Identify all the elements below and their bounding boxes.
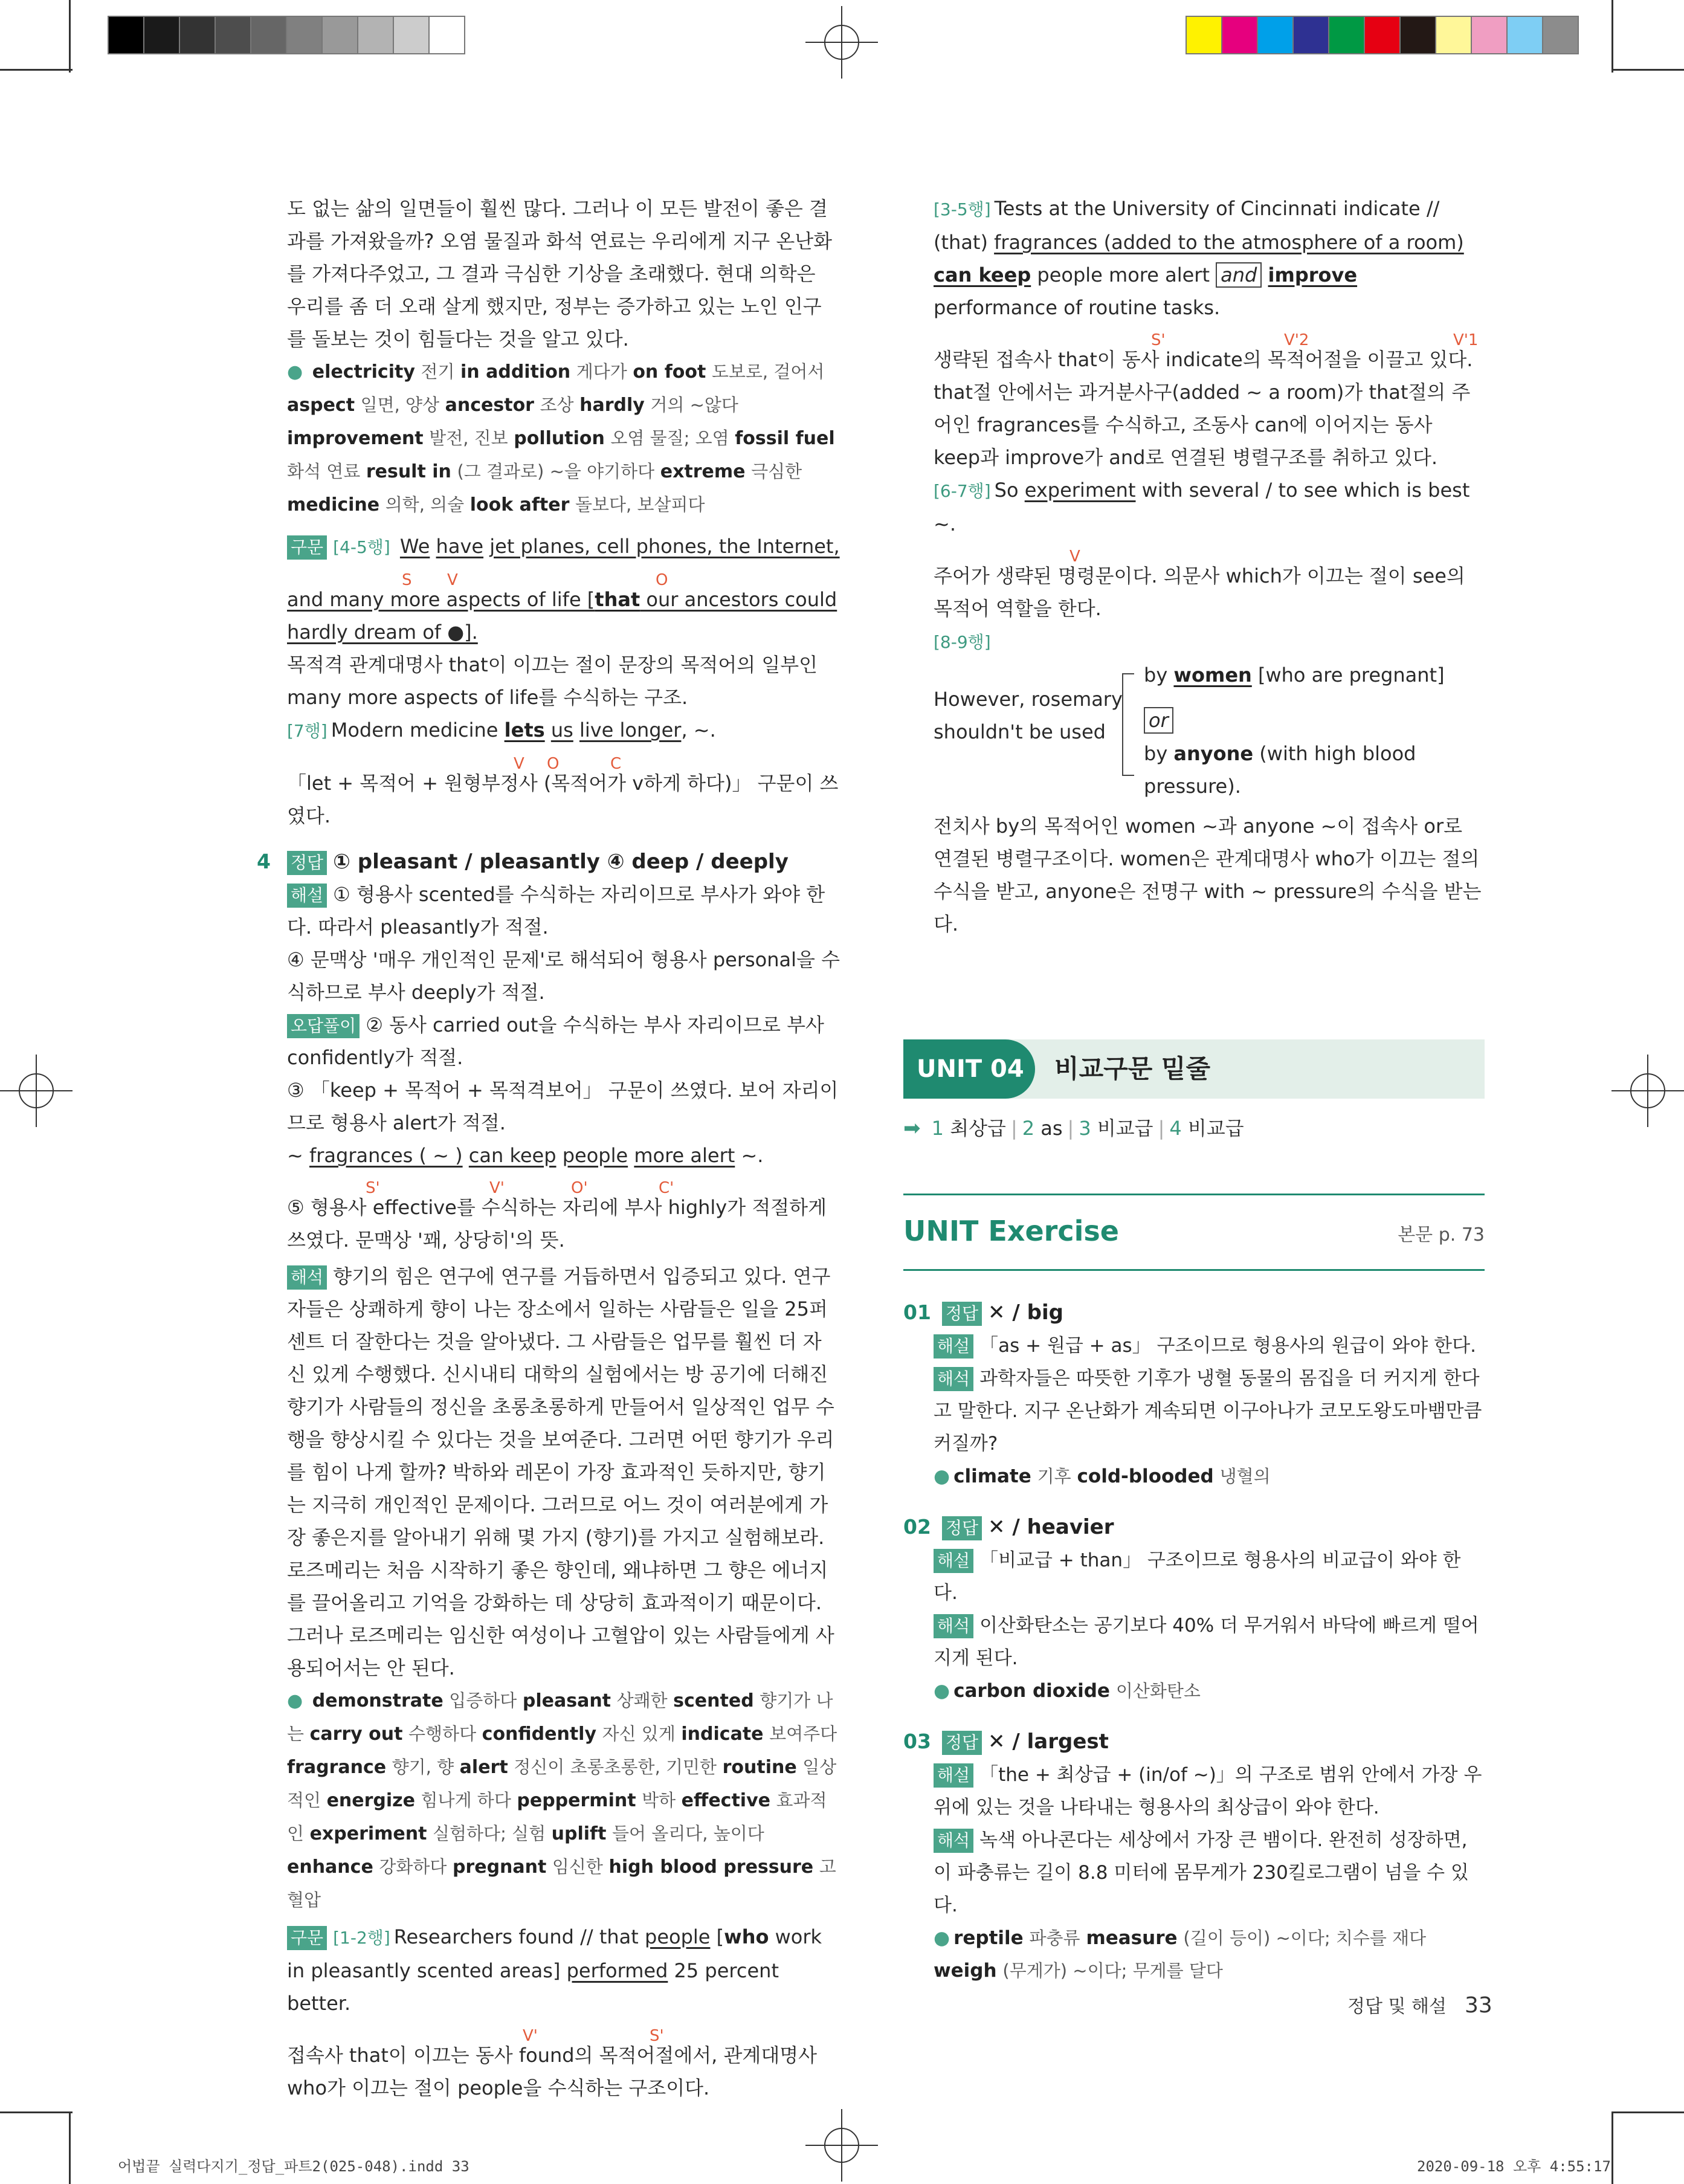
vocab-gloss: 일면, 양상 [360, 395, 440, 415]
mark-v2: V'2 [1284, 331, 1309, 349]
q4-frag [287, 1139, 840, 1172]
frag-4 [556, 1144, 563, 1167]
vocab-term: electricity [312, 361, 415, 383]
exercise-list [903, 1296, 1485, 2005]
q4-translation [287, 1260, 840, 1684]
vocab-term: result in [366, 461, 451, 482]
vocab-gloss: 자신 있게 [602, 1724, 676, 1744]
crop-mark [1611, 2111, 1684, 2113]
unit-nav-number: 4 [1169, 1117, 1182, 1140]
arrow-right-icon: ➡ [903, 1116, 921, 1140]
registration-mark-left [0, 1055, 73, 1127]
vocab-term: carbon dioxide [953, 1680, 1110, 1702]
vocab-gloss: 보여주다 [769, 1724, 837, 1744]
page-number: 33 [1464, 1993, 1492, 2018]
mark-s: S' [1151, 331, 1166, 349]
bullet-icon: ● [287, 361, 303, 383]
vocab-term: routine [722, 1757, 797, 1778]
vocab-term: carry out [309, 1724, 403, 1745]
crop-mark [0, 2111, 73, 2113]
mark-o: O [547, 755, 560, 773]
r3-by2: by [1144, 742, 1174, 765]
exercise-answer-line [903, 1511, 1485, 1544]
r2 [934, 474, 1485, 540]
s1-part-e: our ancestors could hardly dream of ●]. [287, 588, 837, 644]
exercise-explanation-text: 「the + 최상급 + (in/of ~)」의 구조로 범위 안에서 가장 우위에 있는 것을 나타내는 형용사의 최상급이 와야 한다. [934, 1764, 1482, 1818]
unit-nav-label[interactable]: as [1040, 1117, 1063, 1140]
slug-right: 2020-09-18 오후 4:55:17 [1417, 2158, 1611, 2175]
vocab-list-1 [287, 355, 840, 522]
mark-v: V [514, 755, 524, 773]
vocab-gloss: (그 결과로) ~을 야기하다 [457, 461, 655, 482]
vocab-gloss: 파충류 [1029, 1928, 1080, 1948]
q4-answer [257, 845, 840, 878]
vocab-term: indicate [681, 1724, 764, 1745]
q4-o3: ⑤ 형용사 effective를 수식하는 자리에 부사 highly가 적절하게 쓰였다. 문맥상 '꽤, 상당히'의 뜻. [287, 1196, 827, 1252]
nav-separator: | [1010, 1117, 1018, 1140]
q4-o2: ③ 「keep + 목적어 + 목적격보어」 구문이 쓰였다. 보어 자리이므로 형용사 alert가 적절. [287, 1079, 839, 1134]
exercise-explanation [903, 1544, 1485, 1609]
explanation-label: 해설 [287, 884, 327, 908]
slug-left: 어법끝 실력다지기_정답_파트2(025-048).indd 33 [118, 2158, 469, 2175]
translation-label: 해석 [934, 1614, 973, 1638]
color-swatch [1506, 16, 1543, 54]
r3-diagram [934, 659, 1485, 798]
exercise-translation-text: 과학자들은 따뜻한 기후가 냉혈 동물의 몸집을 더 커지게 한다고 말한다. 지구 온난화가 계속되면 이구아나가 코모도왕도마뱀만큼 커질까? [934, 1368, 1482, 1455]
gray-swatch-bar [108, 16, 464, 54]
vocab-list-2 [287, 1684, 840, 1917]
gumun-label: 구문 [287, 535, 327, 560]
vocab-term: aspect [287, 395, 355, 416]
unit-nav-label[interactable]: 비교급 [1187, 1117, 1244, 1140]
vocab-gloss: 실험하다; 실험 [433, 1823, 546, 1844]
r1-a: Tests at the University of Cincinnati indicate // (that) [934, 197, 1440, 254]
crop-mark [0, 69, 73, 71]
mark-o: O' [571, 1179, 588, 1197]
crop-mark [1611, 69, 1684, 71]
vocab-gloss: 수행하다 [408, 1724, 477, 1744]
answer-label: 정답 [942, 1731, 982, 1755]
q4-h1: ① 형용사 scented를 수식하는 자리이므로 부사가 와야 한다. 따라서 pleasantly가 적절. [287, 883, 825, 939]
vocab-term: peppermint [517, 1790, 636, 1811]
vocab-gloss: 조상 [540, 395, 574, 415]
object-list: jet planes, cell phones, the Internet, [489, 535, 840, 558]
unit-nav-items [932, 1117, 1244, 1140]
explanation-label: 해설 [934, 1334, 973, 1359]
vocab-gloss: 향기가 나는 [287, 1690, 833, 1744]
unit-nav-label[interactable]: 비교급 [1097, 1117, 1153, 1140]
exercise-item [903, 1296, 1485, 1493]
q4-frag-marks [287, 1172, 840, 1197]
s1-that: that [595, 588, 640, 611]
s1-explanation: 목적격 관계대명사 that이 이끄는 절이 문장의 목적어의 일부인 many more aspects of life를 수식하는 구조. [287, 653, 818, 709]
exercise-answer: ✕ / largest [988, 1730, 1109, 1754]
vocab-term: energize [326, 1790, 415, 1811]
line-ref: [3-5행] [934, 199, 991, 219]
vocab-gloss: (무게가) ~이다; 무게를 달다 [1002, 1960, 1223, 1981]
r3-ref [934, 625, 1485, 659]
r1-and-box: and [1216, 262, 1262, 288]
color-swatch [428, 16, 465, 54]
vocab-term: look after [469, 494, 570, 515]
vocab-gloss: 힘나게 하다 [421, 1790, 511, 1811]
translation-label: 해석 [287, 1265, 327, 1290]
vocab-term: reptile [953, 1927, 1024, 1949]
unit-title: 비교구문 밑줄 [1054, 1054, 1211, 1084]
explanation-label: 해설 [934, 1549, 973, 1573]
mark-v: V' [523, 2027, 538, 2045]
mark-o: O [656, 571, 668, 589]
color-swatch [1399, 16, 1436, 54]
r3-by1: by [1144, 664, 1174, 687]
question-number: 4 [257, 850, 271, 873]
s3-marks [287, 2020, 840, 2045]
color-swatch [215, 16, 251, 54]
exercise-item [903, 1725, 1485, 1987]
crop-mark [69, 2111, 71, 2184]
right-column [934, 192, 1485, 940]
r3-left: However, rosemary shouldn't be used [934, 688, 1123, 743]
s3-d: 25 percent better. [287, 1959, 779, 2015]
color-swatch [1257, 16, 1294, 54]
vocab-term: alert [459, 1757, 508, 1778]
s3-who: who [724, 1925, 769, 1948]
s3-people: people [645, 1925, 711, 1948]
vocab-term: pregnant [452, 1856, 547, 1878]
vocab-term: confidently [482, 1724, 597, 1745]
s3-explanation: 접속사 that이 이끄는 동사 found의 목적어절에서, 관계대명사 who가 이끄는 절이 people을 수식하는 구조이다. [287, 2044, 818, 2099]
color-swatch [1364, 16, 1401, 54]
exercise-translation [903, 1362, 1485, 1460]
left-column [257, 192, 840, 2104]
vocab-gloss: 오염 물질; 오염 [610, 428, 729, 448]
color-swatch [143, 16, 180, 54]
exercise-title: UNIT Exercise [903, 1215, 1119, 1247]
vocab-gloss: 냉혈의 [1219, 1466, 1271, 1487]
r3-line2 [1144, 737, 1482, 803]
color-swatch [286, 16, 323, 54]
exercise-number: 02 [903, 1515, 931, 1539]
vocab-term: on foot [633, 361, 706, 383]
q4-odap [287, 1009, 840, 1074]
s3-b: [ [710, 1925, 724, 1948]
vocab-term: ancestor [445, 395, 534, 416]
color-swatch [393, 16, 430, 54]
exercise-answer: ✕ / big [988, 1300, 1063, 1325]
nav-separator: | [1067, 1117, 1074, 1140]
exercise-vocab [903, 1460, 1485, 1493]
unit-header [903, 1039, 1485, 1099]
vocab-gloss: 발전, 진보 [429, 428, 508, 448]
vocab-term: climate [953, 1465, 1031, 1487]
footer-section: 정답 및 해설 [1347, 1996, 1447, 2017]
s1-cont [287, 583, 840, 648]
vocab-term: extreme [660, 461, 746, 482]
answer-label: 정답 [942, 1302, 982, 1326]
vocab-gloss: 강화하다 [379, 1856, 447, 1877]
frag-8: ~. [735, 1144, 764, 1167]
exercise-explanation-text: 「비교급 + than」 구조이므로 형용사의 비교급이 와야 한다. [934, 1549, 1461, 1604]
vocab-gloss: 기후 [1037, 1466, 1071, 1487]
color-swatch [357, 16, 394, 54]
color-swatch [108, 16, 144, 54]
r2-experiment: experiment [1024, 479, 1136, 502]
vocab-gloss: 입증하다 [449, 1690, 517, 1711]
vocab-term: pleasant [522, 1690, 611, 1711]
frag-5: people [562, 1144, 628, 1167]
vocab-items [287, 1690, 837, 1911]
vocab-term: pollution [514, 428, 605, 449]
r3-or-box: or [1144, 707, 1173, 734]
s3-performed: performed [566, 1959, 668, 1982]
exercise-header [903, 1194, 1485, 1271]
gumun-block-1 [287, 530, 840, 564]
unit-nav-label[interactable]: 최상급 [950, 1117, 1006, 1140]
exercise-translation-text: 녹색 아나콘다는 세상에서 가장 큰 뱀이다. 완전히 성장하면, 이 파충류는 길이 8.8 미터에 몸무게가 230킬로그램이 넘을 수 있다. [934, 1829, 1469, 1916]
vocab-items [287, 361, 835, 515]
q4-o1: ② 동사 carried out을 수식하는 부사 자리이므로 부사 confidently가 적절. [287, 1013, 824, 1069]
answer-label: 정답 [942, 1516, 982, 1540]
vocab-gloss: 일상적인 [287, 1757, 837, 1811]
mark-s: S' [650, 2027, 664, 2045]
unit-nav-number: 1 [931, 1117, 944, 1140]
vocab-term: cold-blooded [1077, 1465, 1214, 1487]
color-swatch [1471, 16, 1508, 54]
r1-marks [934, 324, 1485, 349]
exercise-number: 03 [903, 1730, 931, 1753]
q4-answer-text: ① pleasant / pleasantly ④ deep / deeply [333, 850, 789, 874]
r3-women: women [1173, 664, 1252, 687]
vocab-gloss: 극심한 [751, 461, 802, 482]
vocab-gloss: 상쾌한 [616, 1690, 668, 1711]
gumun-label: 구문 [287, 1926, 327, 1950]
bracket [1122, 673, 1134, 776]
s2 [287, 714, 840, 748]
exercise-translation [903, 1824, 1485, 1922]
exercise-explanation-text: 「as + 원급 + as」 구조이므로 형용사의 원급이 와야 한다. [979, 1335, 1476, 1357]
vocab-term: high blood pressure [608, 1856, 814, 1878]
exercise-answer: ✕ / heavier [988, 1515, 1114, 1539]
vocab-gloss: (길이 등이) ~이다; 치수를 재다 [1183, 1928, 1427, 1948]
s2-lets: lets [504, 719, 545, 741]
vocab-gloss: 임신한 [552, 1856, 603, 1877]
registration-mark-top [805, 6, 878, 79]
vocab-gloss: 박하 [642, 1790, 676, 1811]
color-swatch [179, 16, 216, 54]
bullet-icon: ● [287, 1690, 303, 1711]
exercise-page-ref: 본문 p. 73 [1398, 1224, 1485, 1245]
exercise-answer-line [903, 1296, 1485, 1329]
exercise-explanation [903, 1759, 1485, 1824]
color-swatch [250, 16, 287, 54]
vocab-gloss: 고혈압 [287, 1856, 836, 1910]
s3-c: work in pleasantly scented areas] [287, 1925, 822, 1982]
r3-who: [who are pregnant] [1251, 664, 1445, 687]
mark-v: V' [489, 1179, 505, 1197]
r2-b: with several / to see which is best ~. [934, 479, 1470, 535]
vocab-gloss: 게다가 [576, 361, 627, 382]
vocab-term: hardly [579, 395, 645, 416]
color-swatch [1542, 16, 1579, 54]
frag-6 [628, 1144, 634, 1167]
translation-label: 해석 [934, 1367, 973, 1391]
vocab-term: in addition [460, 361, 571, 383]
r2-a: So [994, 479, 1025, 502]
r2-explanation: 주어가 생략된 명령문이다. 의문사 which가 이끄는 절이 see의 목적어 역할을 한다. [934, 564, 1465, 620]
registration-mark-bottom [805, 2109, 878, 2182]
exercise-number: 01 [903, 1300, 931, 1324]
vocab-gloss: 들어 올리다, 높이다 [611, 1823, 764, 1844]
s1-marks [287, 564, 840, 589]
r3-line1 [1144, 659, 1445, 691]
s2-explanation: 「let + 목적어 + 원형부정사 (목적어가 v하게 하다)」 구문이 쓰였다. [287, 772, 839, 827]
r3-with: (with high blood pressure). [1144, 742, 1416, 798]
line-ref: [6-7행] [934, 481, 991, 501]
exercise-answer-line [903, 1725, 1485, 1759]
vocab-term: fossil fuel [735, 428, 835, 449]
page-footer [1347, 1991, 1492, 2018]
crop-mark [1611, 2111, 1613, 2184]
s3-a: Researchers found // that [393, 1925, 645, 1948]
registration-mark-right [1611, 1055, 1684, 1127]
vocab-gloss: 도보로, 걸어서 [711, 361, 825, 382]
q4-h2: ④ 문맥상 '매우 개인적인 문제'로 해석되어 형용사 personal을 수식하므로 부사 deeply가 적절. [287, 948, 840, 1004]
unit-nav-number: 3 [1079, 1117, 1091, 1140]
r1-can: can keep [934, 263, 1031, 286]
verb-have: have [436, 535, 484, 558]
vocab-term: weigh [934, 1960, 997, 1982]
r1-b: people more alert [1031, 263, 1216, 286]
line-ref: [8-9행] [934, 632, 991, 652]
vocab-term: measure [1086, 1927, 1178, 1949]
r3-explanation: 전치사 by의 목적어인 women ~과 anyone ~이 접속사 or로 연결된 병렬구조이다. women은 관계대명사 who가 이끄는 절의 수식을 받고, anyone은 전명구 with ~ pressure의 수식을 받는다. [934, 815, 1482, 935]
mark-s: S [402, 571, 412, 589]
explanation-label: 해설 [934, 1763, 973, 1788]
vocab-gloss: 돌보다, 보살피다 [575, 494, 705, 515]
color-swatch-bar [1186, 16, 1578, 54]
frag-0: ~ [287, 1144, 309, 1167]
frag-1: fragrances ( ~ ) [309, 1144, 463, 1167]
r1-improve: improve [1268, 263, 1358, 286]
exercise-item [903, 1511, 1485, 1707]
exercise-vocab [903, 1675, 1485, 1707]
vocab-term: experiment [309, 1823, 427, 1844]
vocab-gloss: 화석 연료 [287, 461, 361, 482]
bullet-icon: ● [934, 1465, 950, 1487]
line-ref: [4-5행] [333, 537, 390, 557]
mark-v: V [1069, 548, 1080, 566]
color-swatch [1435, 16, 1472, 54]
vocab-term: scented [673, 1690, 754, 1711]
r2-marks [934, 540, 1485, 566]
vocab-gloss: 효과적인 [287, 1790, 827, 1844]
crop-mark [1611, 0, 1613, 73]
vocab-gloss: 이산화탄소 [1115, 1681, 1201, 1701]
frag-3: can keep [468, 1144, 556, 1167]
r3-anyone: anyone [1173, 742, 1254, 765]
vocab-gloss: 향기, 향 [392, 1757, 454, 1777]
q4-haeseol [287, 878, 840, 943]
unit-nav-number: 2 [1022, 1117, 1035, 1140]
unit-label: UNIT 04 [903, 1039, 1035, 1099]
frag-2 [463, 1144, 469, 1167]
s1-part-d: and many more aspects of life [ [287, 588, 595, 611]
frag-7: more alert [634, 1144, 735, 1167]
vocab-gloss: 의학, 의술 [385, 494, 465, 515]
vocab-term: effective [681, 1790, 770, 1811]
mark-c: C [610, 755, 622, 773]
color-swatch [321, 16, 358, 54]
exercise-vocab [903, 1922, 1485, 1987]
translation-paragraph-end: 도 없는 삶의 일면들이 훨씬 많다. 그러나 이 모든 발전이 좋은 결과를 가져왔을까? 오염 물질과 화석 연료는 우리에게 지구 온난화를 가져다주었고, 그 결과 극심한 기상을 초래했다. 현대 의학은 우리를 좀 더 오래 살게 했지만, 정부는 증가하고 있는 노인 인구를 돌보는 것이 힘들다는 것을 알고 있다. [287, 197, 833, 351]
vocab-gloss: 전기 [421, 361, 455, 382]
s2-live: live longer [579, 719, 682, 741]
vocab-term: demonstrate [312, 1690, 444, 1711]
color-swatch [1221, 16, 1258, 54]
translation-label: 해석 [934, 1829, 973, 1853]
r1-frag: fragrances (added to the atmosphere of a room) [994, 231, 1464, 254]
nav-separator: | [1158, 1117, 1165, 1140]
vocab-term: uplift [551, 1823, 607, 1844]
line-ref: [1-2행] [333, 1928, 390, 1948]
color-swatch [1186, 16, 1222, 54]
line-ref: [7행] [287, 721, 327, 741]
color-swatch [1292, 16, 1329, 54]
vocab-gloss: 정신이 초롱초롱한, 기민한 [514, 1757, 717, 1777]
mark-v: V [447, 571, 458, 589]
unit-nav [903, 1115, 1244, 1142]
exercise-translation-text: 이산화탄소는 공기보다 40% 더 무거워서 바닥에 빠르게 떨어지게 된다. [934, 1615, 1479, 1669]
mark-s: S' [366, 1179, 380, 1197]
crop-mark [69, 0, 71, 73]
r1 [934, 192, 1485, 324]
vocab-term: fragrance [287, 1757, 387, 1778]
r1-c: performance of routine tasks. [934, 296, 1221, 319]
subject-we: We [399, 535, 430, 558]
vocab-term: medicine [287, 494, 380, 515]
exercise-explanation [903, 1329, 1485, 1362]
vocab-term: improvement [287, 428, 424, 449]
bullet-icon: ● [934, 1680, 950, 1702]
exercise-translation [903, 1609, 1485, 1675]
mark-c: C' [659, 1179, 674, 1197]
s2-end: , ~. [681, 719, 716, 741]
q4-trans: 향기의 힘은 연구에 연구를 거듭하면서 입증되고 있다. 연구자들은 상쾌하게 향이 나는 장소에서 일하는 사람들은 일을 25퍼센트 더 잘한다는 것을 알아냈다. 그 사람들은 업무를 훨씬 더 자신 있게 수행했다. 신시내티 대학의 실험에서는 방 공기에 더해진 향기가 사람들의 정신을 초롱초롱하게 만들어서 일상적인 업무 수행을 향상시킬 수 있다는 것을 보여준다. 그러면 어떤 향기가 우리를 힘이 나게 할까? 박하와 레몬이 가장 효과적인 듯하지만, 향기는 지극히 개인적인 문제이다. 그러므로 어느 것이 여러분에게 가장 좋은지를 알아내기 위해 몇 가지 (향기)를 가지고 실험해보라. 로즈메리는 처음 시작하기 좋은 향인데, 왜냐하면 그 향은 에너지를 끌어올리고 기억을 강화하는 데 상당히 효과적이기 때문이다. 그러나 로즈메리는 임신한 여성이나 고혈압이 있는 사람들에게 사용되어서는 안 된다. [287, 1265, 834, 1679]
s2-us: us [550, 719, 573, 741]
color-swatch [1328, 16, 1365, 54]
gumun-block-2 [287, 1921, 840, 2020]
bullet-icon: ● [934, 1927, 950, 1949]
wrong-answer-label: 오답풀이 [287, 1014, 360, 1038]
answer-label: 정답 [287, 851, 327, 875]
vocab-gloss: 거의 ~않다 [650, 395, 738, 415]
vocab-term: enhance [287, 1856, 373, 1878]
r1-explanation: 생략된 접속사 that이 동사 indicate의 목적어절을 이끌고 있다. that절 안에서는 과거분사구(added ~ a room)가 that절의 주어인 fragrances를 수식하고, 조동사 can에 이어지는 동사 keep과 improve가 and로 연결된 병렬구조를 취하고 있다. [934, 348, 1473, 469]
mark-v1: V'1 [1453, 331, 1479, 349]
s2-marks [287, 748, 840, 773]
s2-a: Modern medicine [331, 719, 505, 741]
